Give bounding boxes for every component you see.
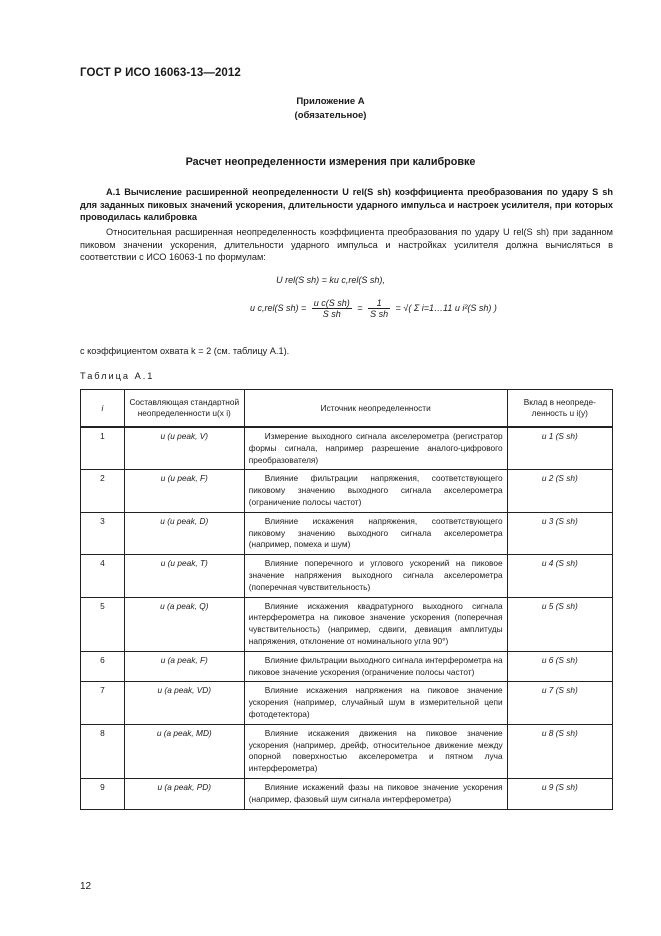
row-component: u (a peak, VD) (124, 682, 244, 724)
formula-equals: = (395, 302, 401, 313)
row-component: u (u peak, F) (124, 470, 244, 512)
row-component: u (u peak, T) (124, 555, 244, 597)
coverage-factor-note: с коэффициентом охвата k = 2 (см. таблицу А.1). (80, 346, 290, 356)
row-index: 5 (81, 597, 125, 651)
formula-sqrt-sum: √( Σ i=1…11 u i²(S sh) ) (403, 302, 497, 313)
row-index: 1 (81, 427, 125, 470)
header-index: i (81, 390, 125, 428)
table-row (81, 512, 613, 554)
annex-subtitle: (обязательное) (294, 110, 367, 121)
header-component: Составляющая стандартной неопределенности u(x i) (124, 390, 244, 428)
formula-equals: = (357, 302, 363, 313)
table-row (81, 470, 613, 512)
annex-title: Приложение А (296, 96, 365, 107)
formula-fraction-1: $\frac{\text{u c(S sh)}}{\text{S sh}}$ (313, 298, 350, 319)
row-component: u (u peak, V) (124, 427, 244, 470)
row-contribution: u 8 (S sh) (507, 724, 612, 778)
document-code: ГОСТ Р ИСО 16063-13—2012 (80, 67, 241, 79)
row-source: Влияние искажения квадратурного выходного сигнала интерферометра на пиковое значение ускорения (поперечная чувствительность) (например, сдвиги, девиация амплитуды напряжения, отклонение от номинального угла 90°) (244, 597, 507, 651)
row-contribution: u 5 (S sh) (507, 597, 612, 651)
uncertainty-table (80, 389, 613, 810)
formula-fraction-2: $\frac{1}{\text{S sh}}$ (370, 298, 389, 319)
subsection-heading: А.1 Вычисление расширенной неопределенности U rel(S sh) коэффициента преобразования по удару S sh для заданных пиковых значений ускорения, длительности ударного импульса и настроек усилителя, при которых проводилась калибровка (80, 187, 613, 223)
row-contribution: u 7 (S sh) (507, 682, 612, 724)
row-index: 8 (81, 724, 125, 778)
row-component: u (u peak, D) (124, 512, 244, 554)
row-index: 4 (81, 555, 125, 597)
row-contribution: u 4 (S sh) (507, 555, 612, 597)
row-contribution: u 6 (S sh) (507, 651, 612, 682)
table-row (81, 597, 613, 651)
row-index: 9 (81, 778, 125, 809)
row-index: 6 (81, 651, 125, 682)
row-source: Влияние фильтрации выходного сигнала интерферометра на пиковое значение ускорения (ограничение полосы частот) (244, 651, 507, 682)
row-index: 3 (81, 512, 125, 554)
table-row (81, 427, 613, 470)
row-contribution: u 2 (S sh) (507, 470, 612, 512)
header-source: Источник неопределенности (244, 390, 507, 428)
table-row (81, 682, 613, 724)
table-row (81, 778, 613, 809)
table-header-row (81, 390, 613, 428)
header-contribution: Вклад в неопреде-ленность u i(y) (507, 390, 612, 428)
formula-lhs: u c,rel(S sh) = (250, 302, 307, 313)
row-contribution: u 3 (S sh) (507, 512, 612, 554)
row-source: Влияние искажения движения на пиковое значение ускорения (например, дрейф, относительное движение между опорной поверхностью акселерометра и пятном луча интерферометра) (244, 724, 507, 778)
row-source: Влияние искажения напряжения, соответствующего пиковому значению выходного сигнала акселерометра (например, помеха и шум) (244, 512, 507, 554)
row-source: Влияние поперечного и углового ускорений на пиковое значение напряжения выходного сигнала акселерометра (поперечная чувствительность) (244, 555, 507, 597)
row-component: u (a peak, PD) (124, 778, 244, 809)
row-source: Измерение выходного сигнала акселерометра (регистратор формы сигнала, например разрешение аналого-цифрового преобразователя) (244, 427, 507, 470)
row-component: u (a peak, Q) (124, 597, 244, 651)
row-source: Влияние фильтрации напряжения, соответствующего пиковому значению выходного сигнала акселерометра (ограничение полосы частот) (244, 470, 507, 512)
row-contribution: u 9 (S sh) (507, 778, 612, 809)
table-row (81, 724, 613, 778)
row-contribution: u 1 (S sh) (507, 427, 612, 470)
section-title: Расчет неопределенности измерения при калибровке (185, 156, 476, 168)
table-caption: Таблица А.1 (80, 371, 155, 381)
table-row (81, 555, 613, 597)
row-component: u (a peak, MD) (124, 724, 244, 778)
table-row (81, 651, 613, 682)
body-paragraph: Относительная расширенная неопределенность коэффициента преобразования по удару U rel(S sh) при заданном пиковом значении ускорения, длительности ударного импульса и настройках усилителя должна вычисляться в соответствии с ИСО 16063-1 по формулам: (80, 227, 613, 263)
page-number: 12 (80, 881, 92, 892)
formula-expanded-uncertainty: U rel(S sh) = ku c,rel(S sh), (276, 275, 385, 285)
row-index: 7 (81, 682, 125, 724)
formula-combined-uncertainty (250, 298, 497, 319)
row-component: u (a peak, F) (124, 651, 244, 682)
row-source: Влияние искажений фазы на пиковое значение ускорения (например, фазовый шум сигнала интерферометра) (244, 778, 507, 809)
row-source: Влияние искажения напряжения на пиковое значение ускорения (например, случайный шум в измерительной цепи фотодетектора) (244, 682, 507, 724)
row-index: 2 (81, 470, 125, 512)
